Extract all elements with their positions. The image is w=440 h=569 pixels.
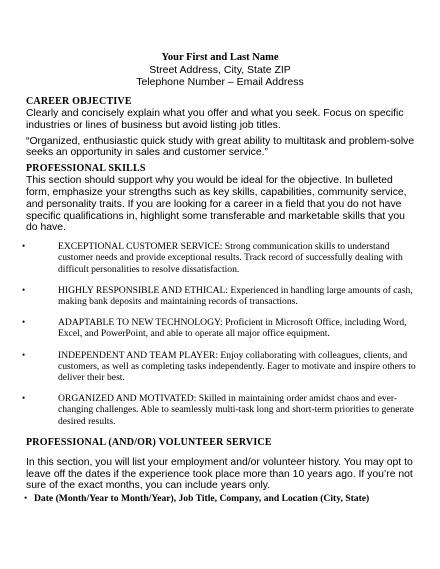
- street-address: Street Address, City, State ZIP: [149, 64, 291, 76]
- skill-text: ADAPTABLE TO NEW TECHNOLOGY: Proficient in Microsoft Office, including Word, Excel, and PowerPoint, and able to operate all major office equipment.: [58, 317, 407, 340]
- history-entry-text: Date (Month/Year to Month/Year), Job Title, Company, and Location (City, State): [34, 493, 370, 505]
- resume-header: [0, 52, 440, 88]
- volunteer-service-instruction: In this section, you will list your employment and/or volunteer history. You may opt to leave off the dates if the experience took place more than 10 years ago. If you’re not sure of the exact months, you can include years only.: [26, 456, 413, 492]
- list-item: [22, 284, 416, 307]
- skill-text: ORGANIZED AND MOTIVATED: Skilled in maintaining order amidst chaos and ever-changing challenges. Able to seamlessly multi-task long and short-term priorities to generate desired results.: [58, 393, 414, 427]
- skill-text: INDEPENDENT AND TEAM PLAYER: Enjoy collaborating with colleagues, clients, and customers, as well as completing tasks independently. Eager to motivate and inspire others to deliver their best.: [58, 349, 416, 383]
- skill-text: EXCEPTIONAL CUSTOMER SERVICE: Strong communication skills to understand customer needs and provide exceptional results. Track record of successfully dealing with difficult personalities to resolve dissatisfaction.: [58, 241, 403, 275]
- skill-text: HIGHLY RESPONSIBLE AND ETHICAL: Experienced in handling large amounts of cash, making bank deposits and maintaining records of transactions.: [58, 284, 413, 307]
- history-list: [26, 493, 416, 504]
- bullet-icon: •: [22, 241, 26, 252]
- volunteer-service-section: [26, 437, 416, 505]
- list-item: [22, 241, 416, 275]
- list-item: [26, 493, 416, 504]
- professional-skills-section: [22, 163, 416, 427]
- career-objective-instruction: Clearly and concisely explain what you offer and what you seek. Focus on specific industries or lines of business but avoid listing job titles.: [26, 108, 404, 131]
- career-objective-section: [26, 96, 416, 159]
- contact-line: Telephone Number – Email Address: [136, 76, 304, 88]
- career-objective-example: “Organized, enthusiastic quick study with great ability to multitask and problem-solve seeks an opportunity in sales and customer service.”: [26, 135, 415, 159]
- bullet-icon: •: [24, 493, 28, 504]
- resume-body: [22, 96, 416, 505]
- list-item: [22, 393, 416, 427]
- skills-list: [22, 241, 416, 427]
- professional-skills-instruction: This section should support why you would be ideal for the objective. In bulleted form, emphasize your strengths such as key skills, capabilities, community service, and personality traits. If you are looking for a career in a field that you do not have specific qualifications in, highlight some transferable and marketable skills that you do have.: [26, 175, 407, 234]
- bullet-icon: •: [22, 317, 26, 328]
- volunteer-service-heading: PROFESSIONAL (AND/OR) VOLUNTEER SERVICE: [26, 436, 272, 448]
- bullet-icon: •: [22, 393, 26, 404]
- bullet-icon: •: [22, 284, 26, 295]
- applicant-name: Your First and Last Name: [161, 52, 279, 63]
- bullet-icon: •: [22, 349, 26, 360]
- career-objective-heading: CAREER OBJECTIVE: [26, 96, 132, 107]
- professional-skills-heading: PROFESSIONAL SKILLS: [26, 163, 146, 175]
- list-item: [22, 317, 416, 340]
- list-item: [22, 349, 416, 384]
